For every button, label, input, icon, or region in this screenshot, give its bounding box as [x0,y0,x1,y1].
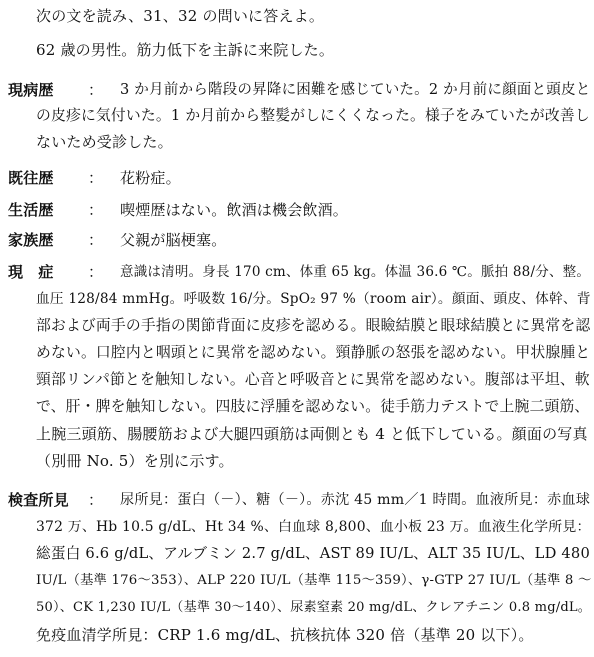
labs-line: 尿所見：蛋白（－）、糖（－）。赤沈 45 mm／1 時間。血液所見：赤血球 [120,492,591,508]
hpi-label: 現病歴 [8,81,54,99]
exam-colon: ： [88,263,104,281]
pmh-text: 花粉症。 [120,169,181,187]
labs-line: 総蛋白 6.6 g/dL、アルブミン 2.7 g/dL、AST 89 IU/L、ALT 35 IU/L、LD 480 [36,545,590,562]
pmh-label: 既往歴 [8,169,54,187]
labs-line: IU/L（基準 176～353）、ALP 220 IU/L（基準 115～359）、γ-GTP 27 IU/L（基準 8 ～ [36,573,592,588]
social-label: 生活歴 [8,201,54,219]
hpi-line: ないため受診した。 [36,133,173,151]
exam-line: で、肝・脾を触知しない。四肢に浮腫を認めない。徒手筋力テストで上腕二頭筋、 [36,398,590,415]
exam-line: （別冊 No. 5）を別に示す。 [36,452,234,470]
labs-colon: ： [88,491,104,509]
exam-line: 頸部リンパ節とを触知しない。心音と呼吸音とに異常を認めない。腹部は平坦、軟 [36,371,590,388]
hpi-colon: ： [88,81,104,99]
hpi-line: 3 か月前から階段の昇降に困難を感じていた。2 か月前に顔面と頭皮と [120,82,591,98]
exam-line: 部および両手の手指の関節背面に皮疹を認める。眼瞼結膜と眼球結膜とに異常を認 [36,317,591,334]
patient-summary: 62 歳の男性。筋力低下を主訴に来院した。 [36,41,335,59]
social-text: 喫煙歴はない。飲酒は機会飲酒。 [120,201,349,219]
social-colon: ： [88,201,104,219]
labs-line: 50）、CK 1,230 IU/L（基準 30～140）、尿素窒素 20 mg/dL、クレアチニン 0.8 mg/dL。 [36,600,592,615]
hpi-line: の皮疹に気付いた。1 か月前から整髪がしにくくなった。様子をみていたが改善し [36,107,590,124]
question-instruction: 次の文を読み、31、32 の問いに答えよ。 [36,7,325,25]
family-text: 父親が脳梗塞。 [120,231,227,249]
exam-line: めない。口腔内と咽頭とに異常を認めない。頸静脈の怒張を認めない。甲状腺腫と [36,344,591,361]
labs-label: 検査所見 [8,491,69,509]
exam-line: 上腕三頭筋、腸腰筋および大腿四頭筋は両側とも 4 と低下している。顔面の写真 [36,425,588,443]
labs-line: 免疫血清学所見：CRP 1.6 mg/dL、抗核抗体 320 倍（基準 20 以下）。 [36,626,534,644]
family-label: 家族歴 [8,231,54,249]
labs-line: 372 万、Hb 10.5 g/dL、Ht 34 %、白血球 8,800、血小板 23 万。血液生化学所見： [36,519,591,535]
exam-label: 現 症 [8,263,54,281]
exam-line: 意識は清明。身長 170 cm、体重 65 kg。体温 36.6 ℃。脈拍 88/分、整。 [120,264,591,280]
family-colon: ： [88,231,104,249]
exam-line: 血圧 128/84 mmHg。呼吸数 16/分。SpO₂ 97 %（room air）。顔面、頭皮、体幹、背 [36,291,591,307]
pmh-colon: ： [88,169,104,187]
